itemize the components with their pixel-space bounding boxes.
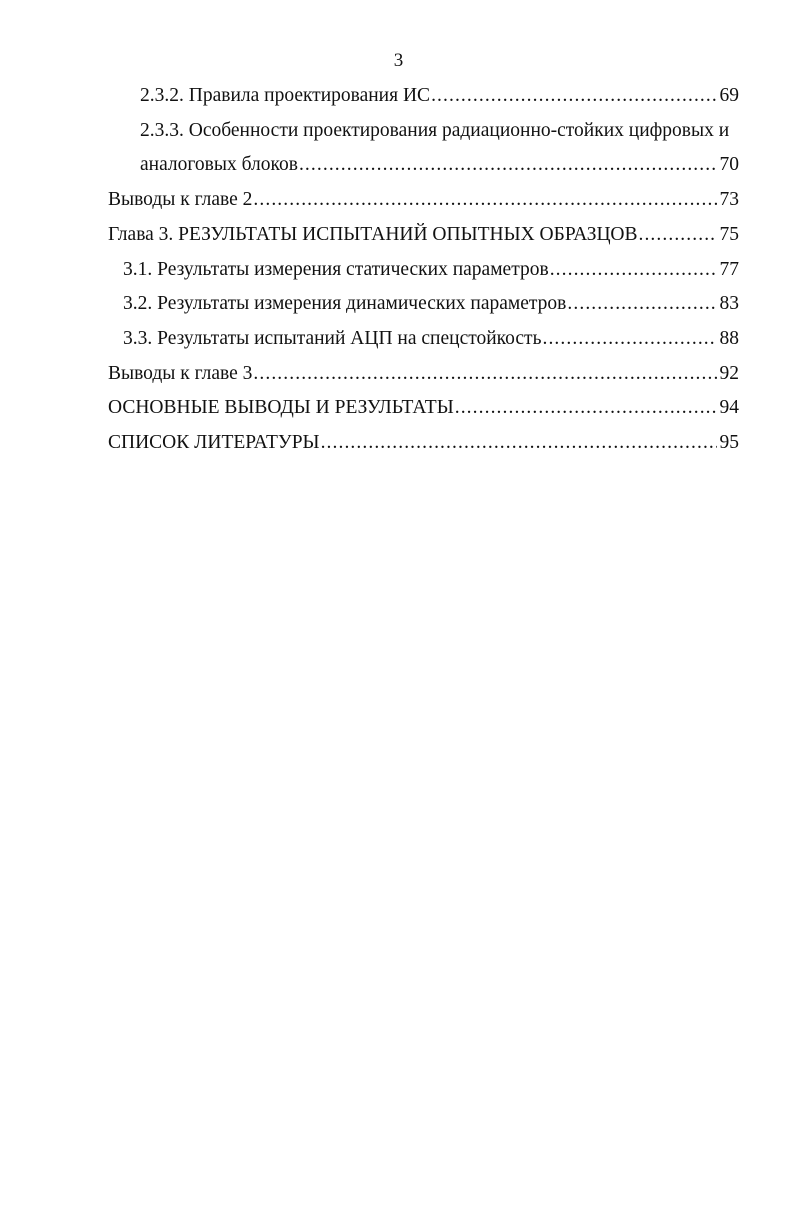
toc-entry-title: Выводы к главе 2: [108, 189, 253, 210]
toc-entry-title: 3.1. Результаты измерения статических параметров: [123, 259, 549, 280]
toc-entry-page: 70: [719, 154, 739, 175]
toc-leader-dots: [321, 431, 717, 455]
toc-entry-title: ОСНОВНЫЕ ВЫВОДЫ И РЕЗУЛЬТАТЫ: [108, 397, 454, 418]
toc-entry-page: 95: [719, 432, 739, 453]
toc-entry-title: аналоговых блоков: [140, 154, 298, 175]
toc-leader-dots: [431, 84, 717, 108]
toc-entry-page: 77: [719, 259, 739, 280]
toc-leader-dots: [253, 362, 717, 386]
toc-entry-chapter-3[interactable]: [108, 223, 739, 247]
toc-entry-main-conclusions[interactable]: [108, 396, 739, 420]
toc-entry-title: Выводы к главе 3: [108, 363, 253, 384]
toc-entry-chapter-3-conclusions[interactable]: [108, 362, 739, 386]
toc-entry-page: 88: [719, 328, 739, 349]
toc-entry-3-2[interactable]: [123, 292, 739, 316]
toc-entry-3-3[interactable]: [123, 327, 739, 351]
toc-entry-2-3-3-line1[interactable]: 2.3.3. Особенности проектирования радиационно-стойких цифровых и: [140, 120, 730, 141]
toc-leader-dots: [299, 153, 717, 177]
toc-entry-page: 73: [719, 189, 739, 210]
toc-entry-2-3-3[interactable]: [140, 153, 739, 177]
toc-entry-2-3-2[interactable]: [140, 84, 739, 108]
toc-entry-chapter-2-conclusions[interactable]: [108, 188, 739, 212]
toc-entry-page: 83: [719, 293, 739, 314]
toc-entry-title: Глава 3. РЕЗУЛЬТАТЫ ИСПЫТАНИЙ ОПЫТНЫХ ОБРАЗЦОВ: [108, 224, 638, 245]
toc-leader-dots: [567, 292, 717, 316]
toc-leader-dots: [550, 258, 717, 282]
toc-entry-page: 94: [719, 397, 739, 418]
toc-entry-title: 2.3.2. Правила проектирования ИС: [140, 85, 431, 106]
toc-leader-dots: [253, 188, 717, 212]
toc-entry-page: 69: [719, 85, 739, 106]
toc-leader-dots: [455, 396, 717, 420]
toc-entry-title: СПИСОК ЛИТЕРАТУРЫ: [108, 432, 320, 453]
toc-entry-page: 75: [719, 224, 739, 245]
toc-entry-references[interactable]: [108, 431, 739, 455]
page-number: 3: [393, 50, 404, 71]
toc-entry-3-1[interactable]: [123, 258, 739, 282]
toc-leader-dots: [542, 327, 717, 351]
toc-leader-dots: [638, 223, 717, 247]
toc-entry-page: 92: [719, 363, 739, 384]
toc-entry-title: 3.2. Результаты измерения динамических параметров: [123, 293, 567, 314]
toc-entry-title: 3.3. Результаты испытаний АЦП на спецстойкость: [123, 328, 542, 349]
